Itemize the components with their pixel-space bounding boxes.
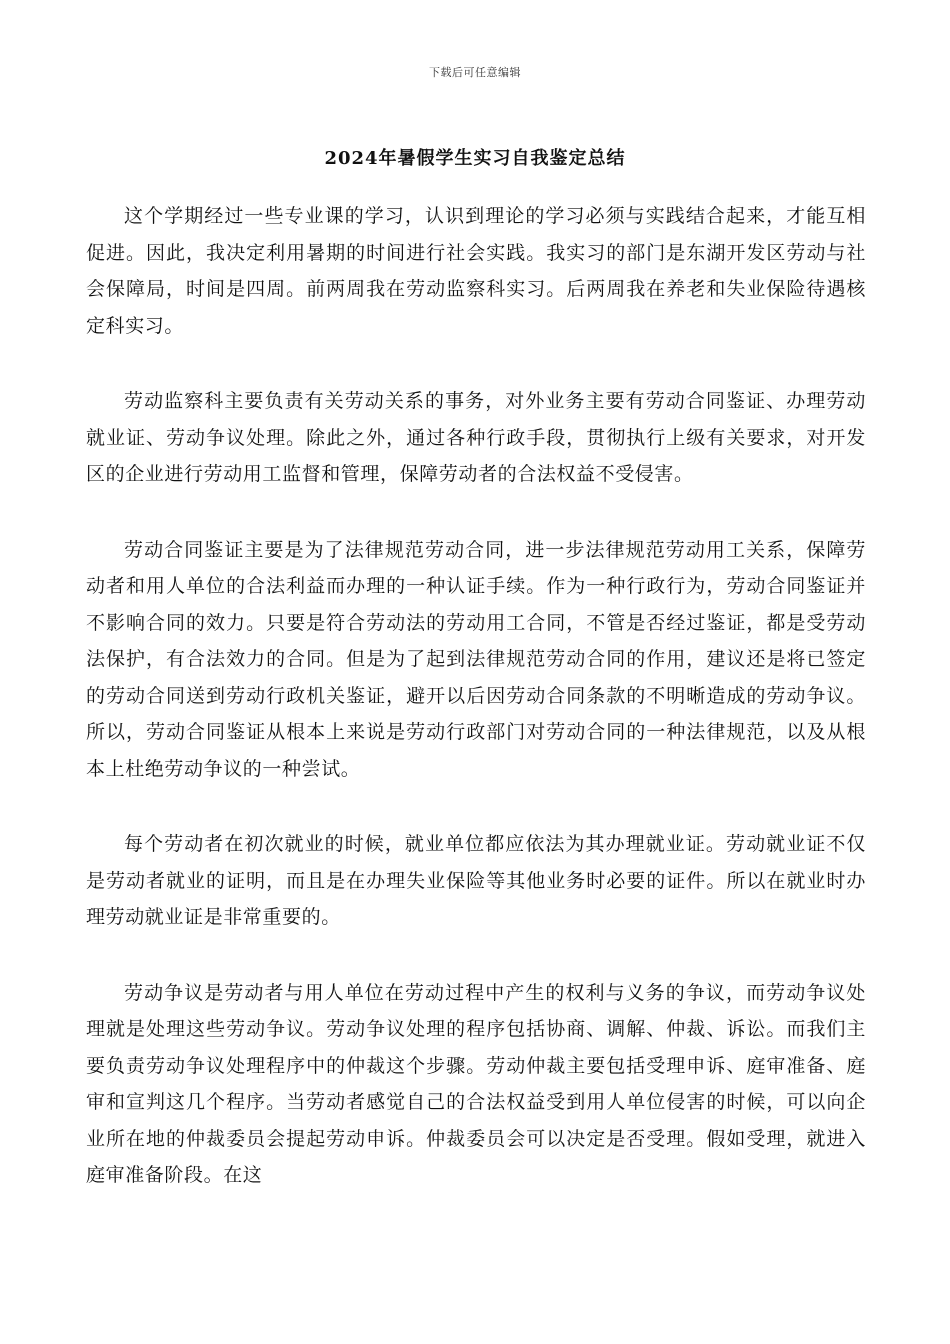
document-body [86, 198, 866, 1233]
header-note: 下载后可任意编辑 [429, 66, 521, 79]
paragraph-5: 劳动争议是劳动者与用人单位在劳动过程中产生的权利与义务的争议，而劳动争议处理就是处理这些劳动争议。劳动争议处理的程序包括协商、调解、仲裁、诉讼。而我们主要负责劳动争议处理程序中的仲裁这个步骤。劳动仲裁主要包括受理申诉、庭审准备、庭审和宣判这几个程序。当劳动者感觉自己的合法权益受到用人单位侵害的时候，可以向企业所在地的仲裁委员会提起劳动申诉。仲裁委员会可以决定是否受理。假如受理，就进入庭审准备阶段。在这 [86, 981, 866, 1186]
document-title: 2024年暑假学生实习自我鉴定总结 [324, 148, 626, 169]
paragraph-2: 劳动监察科主要负责有关劳动关系的事务，对外业务主要有劳动合同鉴证、办理劳动就业证、劳动争议处理。除此之外，通过各种行政手段，贯彻执行上级有关要求，对开发区的企业进行劳动用工监督和管理，保障劳动者的合法权益不受侵害。 [86, 390, 866, 485]
paragraph-1: 这个学期经过一些专业课的学习，认识到理论的学习必须与实践结合起来，才能互相促进。因此，我决定利用暑期的时间进行社会实践。我实习的部门是东湖开发区劳动与社会保障局，时间是四周。前两周我在劳动监察科实习。后两周我在养老和失业保险待遇核定科实习。 [86, 205, 866, 337]
paragraph-4: 每个劳动者在初次就业的时候，就业单位都应依法为其办理就业证。劳动就业证不仅是劳动者就业的证明，而且是在办理失业保险等其他业务时必要的证件。所以在就业时办理劳动就业证是非常重要的。 [86, 833, 866, 928]
paragraph-3: 劳动合同鉴证主要是为了法律规范劳动合同，进一步法律规范劳动用工关系，保障劳动者和用人单位的合法利益而办理的一种认证手续。作为一种行政行为，劳动合同鉴证并不影响合同的效力。只要是符合劳动法的劳动用工合同，不管是否经过鉴证，都是受劳动法保护，有合法效力的合同。但是为了起到法律规范劳动合同的作用，建议还是将已签定的劳动合同送到劳动行政机关鉴证，避开以后因劳动合同条款的不明晰造成的劳动争议。所以，劳动合同鉴证从根本上来说是劳动行政部门对劳动合同的一种法律规范，以及从根本上杜绝劳动争议的一种尝试。 [86, 538, 866, 780]
